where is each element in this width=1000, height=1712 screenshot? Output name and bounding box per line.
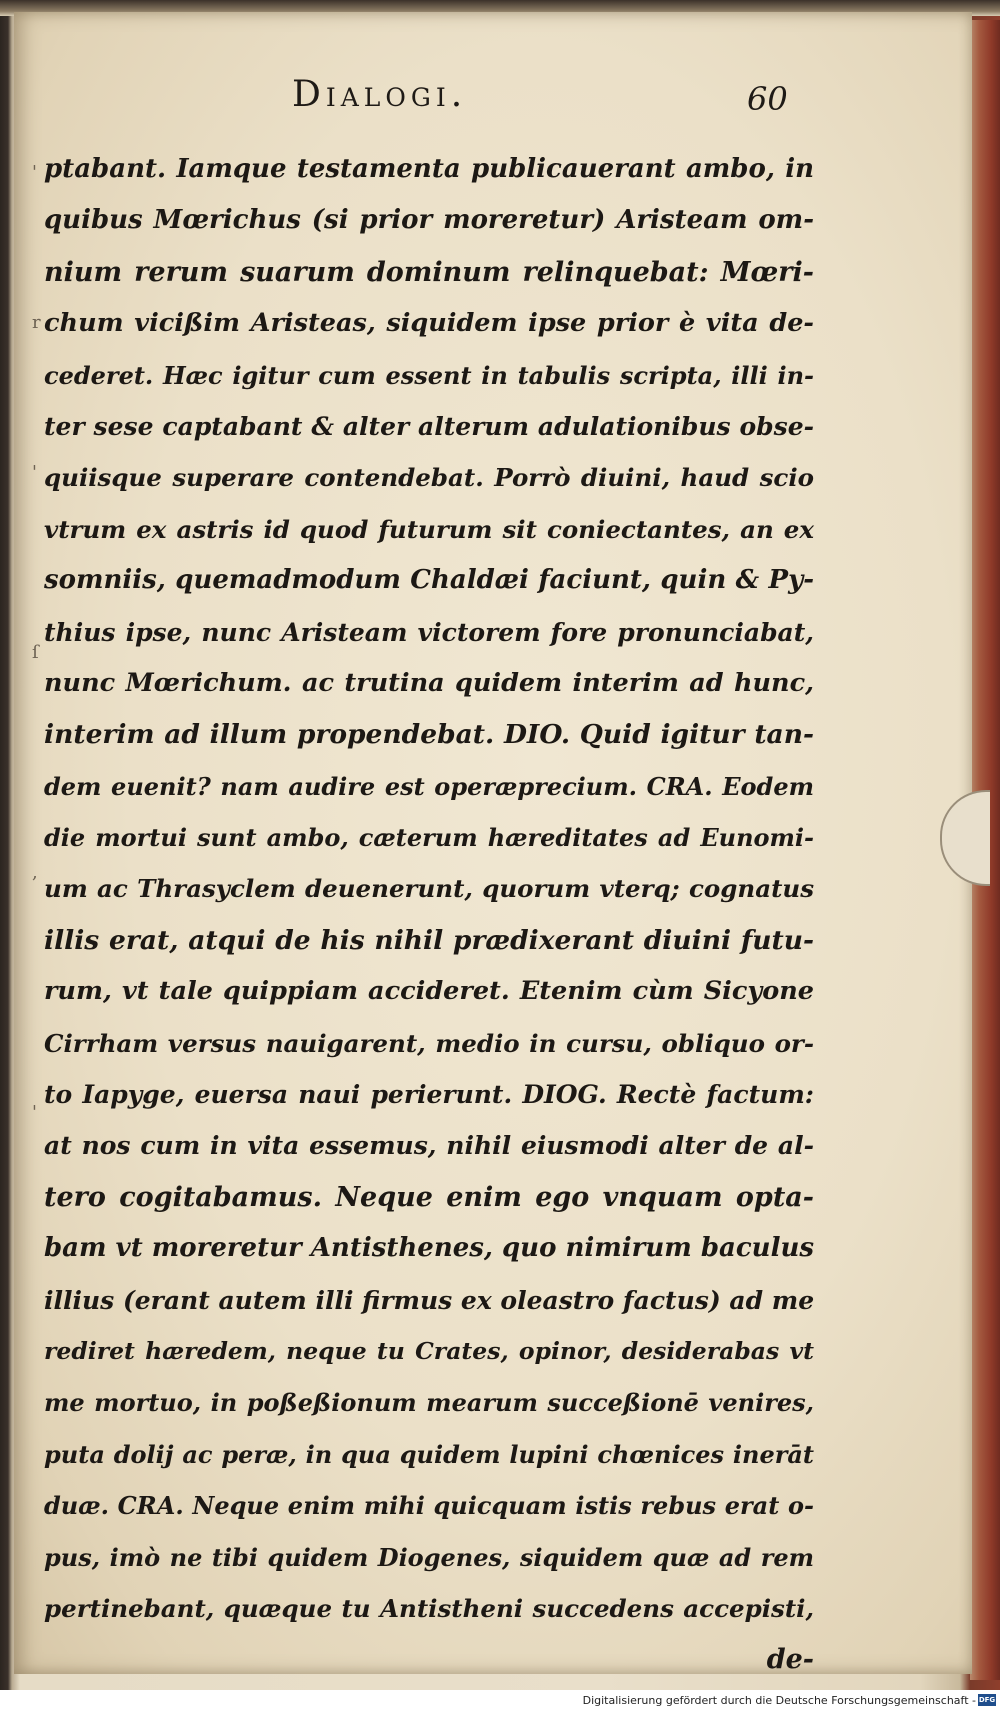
running-head: Dialogi. <box>292 74 468 115</box>
text-line: at nos cum in vita essemus, nihil eiusmodi alter de al- <box>44 1131 814 1161</box>
text-line: rum, vt tale quippiam accideret. Etenim cùm Sicyone <box>44 976 814 1007</box>
text-line: illius (erant autem illi firmus ex oleastro factus) ad me <box>44 1285 815 1315</box>
gutter-marks: ' r ' ſ , ' <box>32 162 41 1123</box>
footer-credit: Digitalisierung gefördert durch die Deutsche Forschungsgemeinschaft - <box>582 1694 976 1707</box>
text-line: illis erat, atqui de his nihil prædixerant diuini futu- <box>44 924 814 956</box>
text-line: rediret hæredem, neque tu Crates, opinor, desiderabas vt <box>44 1336 814 1365</box>
text-line: pertinebant, quæque tu Antistheni succedens accepisti, <box>44 1593 814 1623</box>
text-line: pus, imò ne tibi quidem Diogenes, siquidem quæ ad rem <box>44 1542 814 1572</box>
text-line: me mortuo, in poßeßionum mearum succeßionē venires, <box>44 1388 814 1418</box>
text-line: tero cogitabamus. Neque enim ego vnquam opta- <box>44 1181 814 1213</box>
text-line: Cirrham versus nauigarent, medio in cursu, obliquo or- <box>44 1028 814 1058</box>
book-page <box>14 12 972 1674</box>
text-line: nium rerum suarum dominum relinquebat: Mœri- <box>44 256 814 288</box>
text-line: puta dolij ac peræ, in qua quidem lupini chœnices inerāt <box>44 1439 814 1469</box>
page-number: 60 <box>747 80 788 118</box>
text-line: to Iapyge, euersa naui perierunt. DIOG. Rectè factum: <box>44 1080 814 1110</box>
text-line: um ac Thrasyclem deuenerunt, quorum vterq; cognatus <box>44 874 814 904</box>
text-line: die mortui sunt ambo, cæterum hæreditates ad Eunomi- <box>44 823 814 853</box>
text-line: vtrum ex astris id quod futurum sit coniectantes, an ex <box>44 514 814 544</box>
text-line: nunc Mœrichum. ac trutina quidem interim ad hunc, <box>44 667 814 698</box>
text-line: quibus Mœrichus (si prior moreretur) Aristeam om- <box>44 205 814 236</box>
catchword: de- <box>766 1644 814 1676</box>
body-text <box>44 144 814 1686</box>
text-line: ptabant. Iamque testamenta publicauerant ambo, in <box>44 154 814 184</box>
text-line: bam vt moreretur Antisthenes, quo nimirum baculus <box>44 1233 814 1264</box>
text-line: duæ. CRA. Neque enim mihi quicquam istis rebus erat o- <box>44 1491 814 1521</box>
text-line: ter sese captabant & alter alterum adulationibus obse- <box>44 411 814 441</box>
text-line: chum vicißim Aristeas, siquidem ipse prior è vita de- <box>44 308 814 339</box>
text-line: thius ipse, nunc Aristeam victorem fore pronunciabat, <box>44 617 814 647</box>
text-line: dem euenit? nam audire est operæprecium. CRA. Eodem <box>44 771 814 801</box>
text-line: quiisque superare contendebat. Porrò diuini, haud scio <box>44 463 814 493</box>
text-line: somniis, quemadmodum Chaldæi faciunt, quin & Py- <box>44 565 814 596</box>
dfg-logo: DFG <box>978 1696 996 1704</box>
text-line: cederet. Hæc igitur cum essent in tabulis scripta, illi in- <box>44 360 814 390</box>
text-line: interim ad illum propendebat. DIO. Quid igitur tan- <box>44 719 814 751</box>
